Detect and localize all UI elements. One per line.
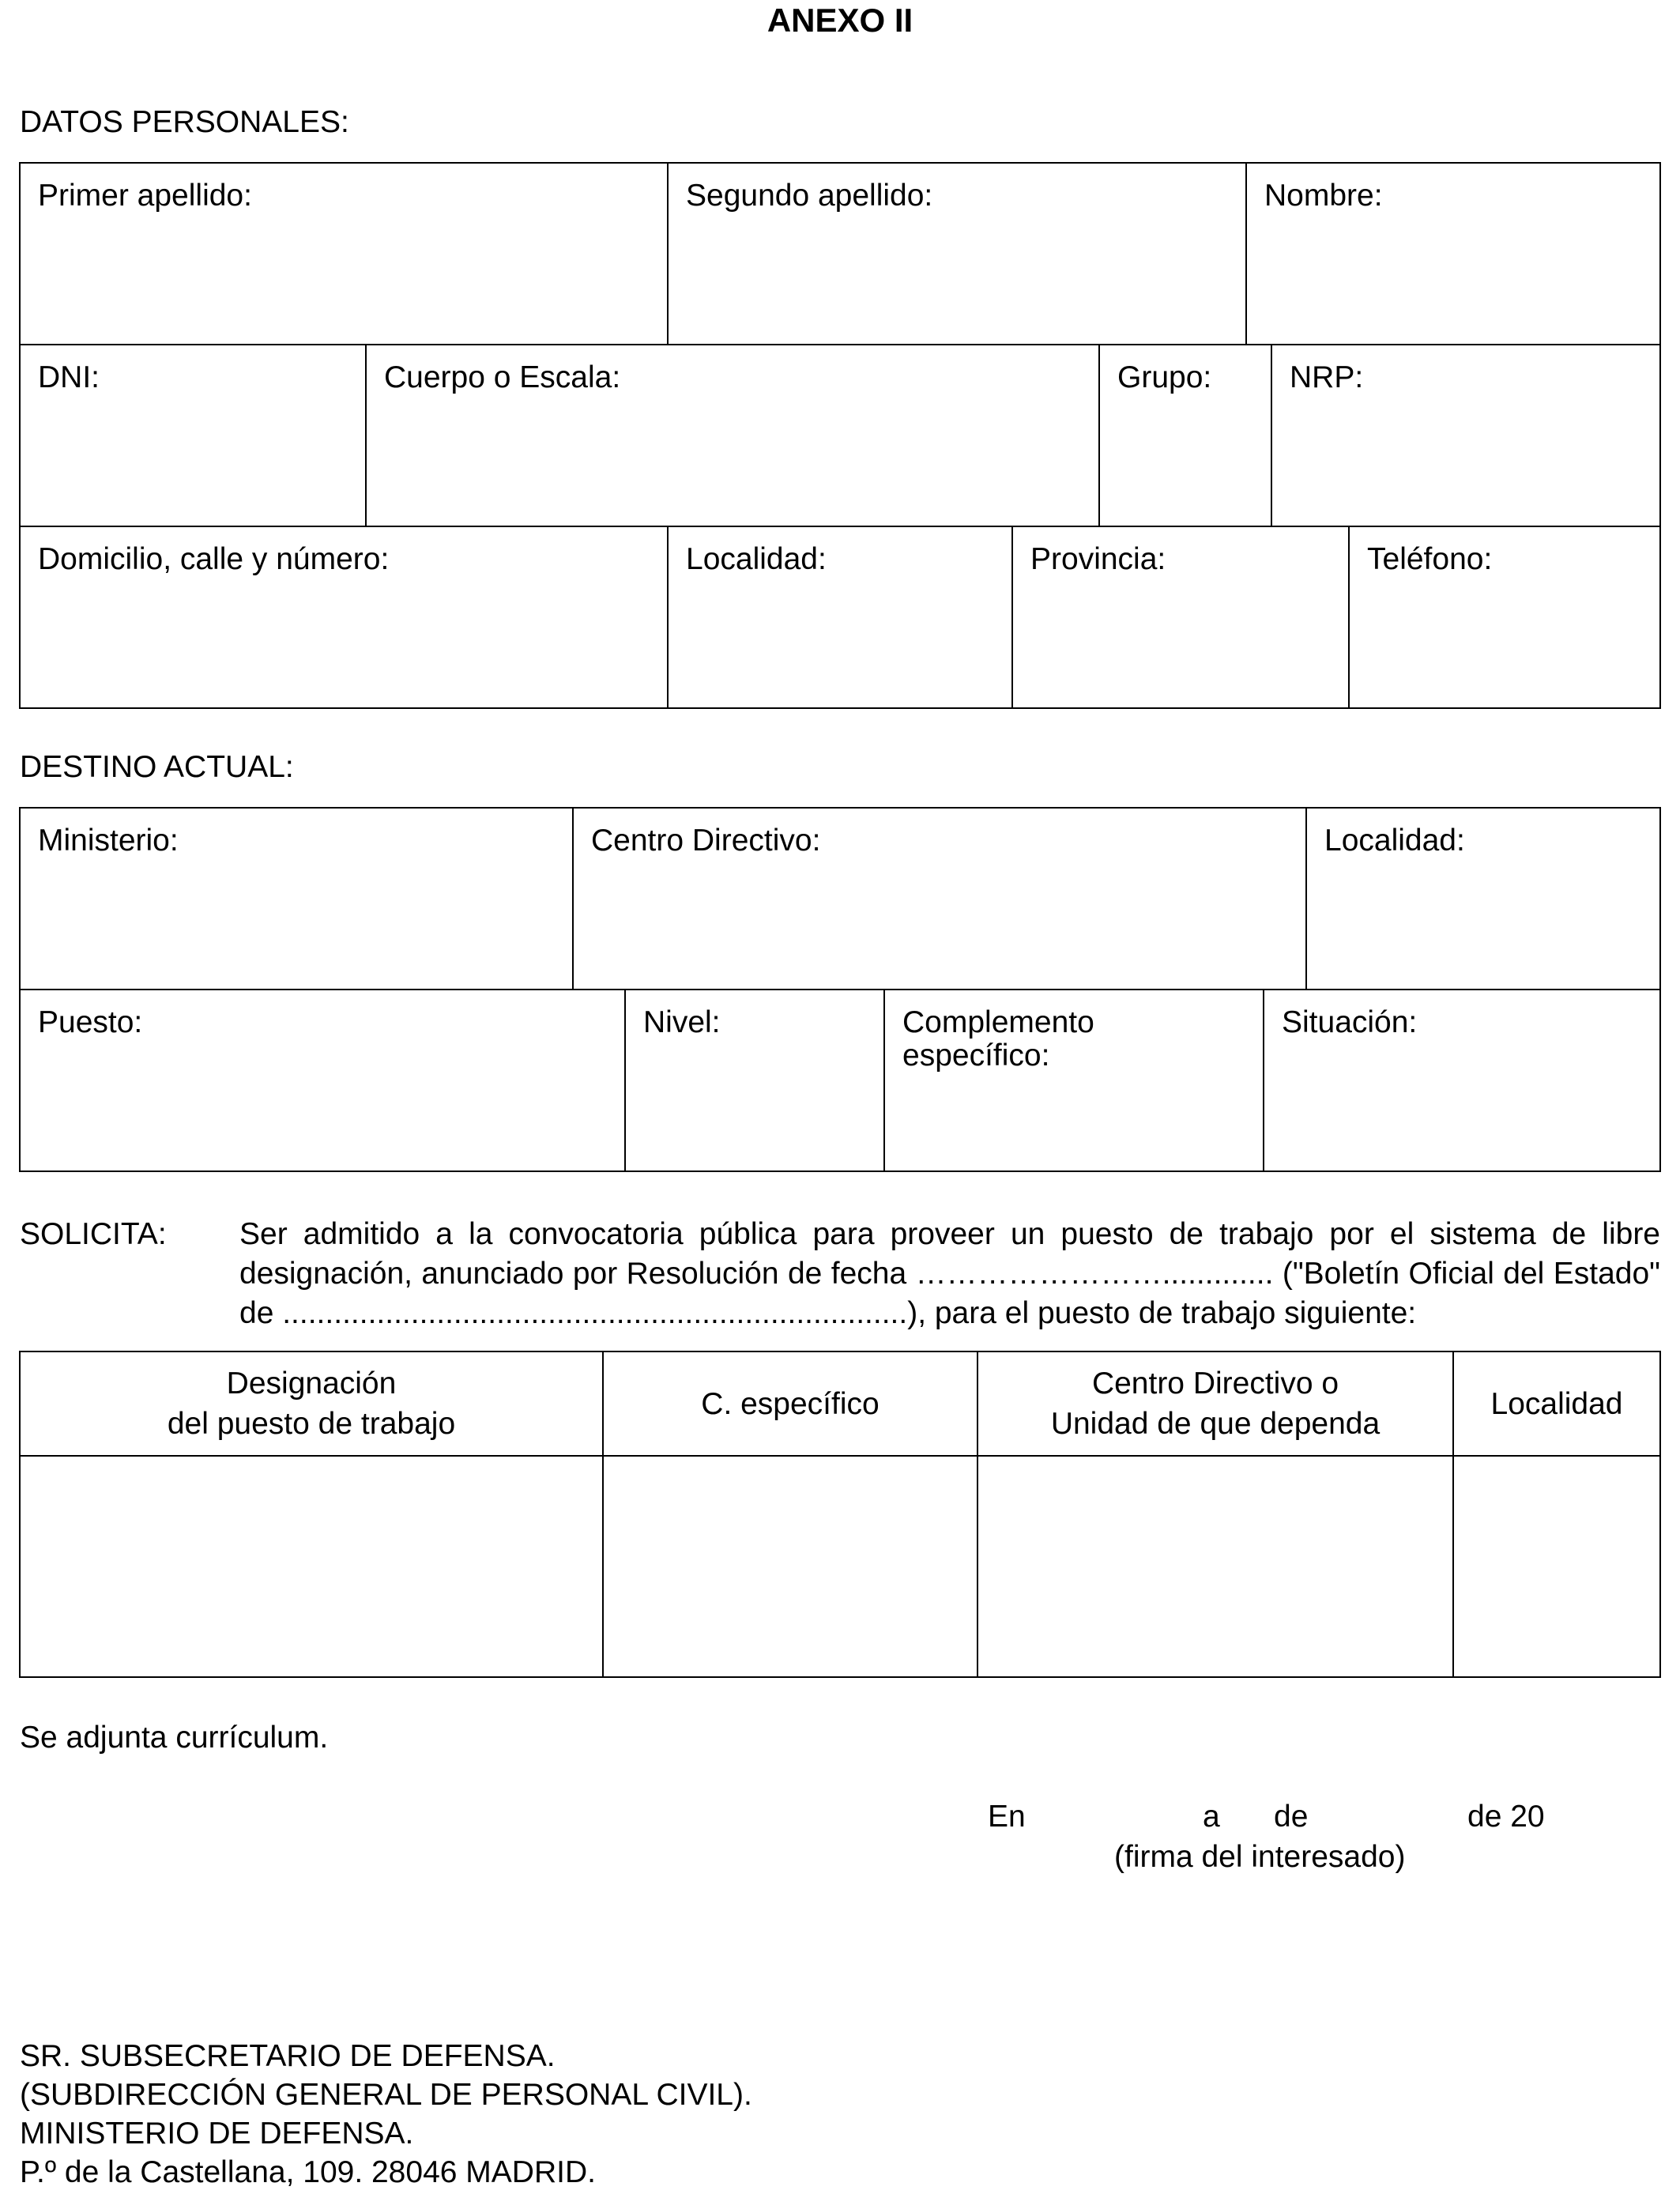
field-cuerpo-escala[interactable] <box>365 344 1100 527</box>
field-telefono[interactable] <box>1348 526 1661 709</box>
solicita-label: SOLICITA: <box>20 1217 167 1251</box>
signature-a: a <box>1203 1800 1220 1834</box>
field-label: NRP: <box>1290 360 1364 394</box>
section-heading-destino-actual: DESTINO ACTUAL: <box>20 750 294 784</box>
field-label: Primer apellido: <box>38 179 252 213</box>
field-primer-apellido[interactable] <box>19 162 669 345</box>
addressee-line: MINISTERIO DE DEFENSA. <box>20 2117 414 2151</box>
field-label: Grupo: <box>1117 360 1212 394</box>
field-label: Ministerio: <box>38 824 179 858</box>
field-label: DNI: <box>38 360 100 394</box>
field-label: Provincia: <box>1030 542 1166 576</box>
input-localidad[interactable] <box>1452 1455 1661 1678</box>
field-dni[interactable] <box>19 344 367 527</box>
page-title: ANEXO II <box>767 2 913 39</box>
field-label: Segundo apellido: <box>686 179 933 213</box>
input-designacion[interactable] <box>19 1455 604 1678</box>
field-label: Localidad: <box>686 542 827 576</box>
field-localidad-destino[interactable] <box>1305 807 1661 990</box>
field-nombre[interactable] <box>1245 162 1661 345</box>
signature-de-20: de 20 <box>1467 1800 1545 1834</box>
solicita-text: Ser admitido a la convocatoria pública para proveer un puesto de trabajo por el sistema de libre designación, anunciado por Resolución de fecha ……………………............. ("Boletín Oficial del Estado" de .........................................................................), para el puesto de trabajo siguiente: <box>239 1217 1660 1330</box>
field-label: Teléfono: <box>1367 542 1493 576</box>
signature-en: En <box>988 1800 1026 1834</box>
field-segundo-apellido[interactable] <box>667 162 1247 345</box>
addressee-line: (SUBDIRECCIÓN GENERAL DE PERSONAL CIVIL). <box>20 2078 752 2112</box>
field-provincia[interactable] <box>1011 526 1350 709</box>
field-domicilio[interactable] <box>19 526 669 709</box>
field-nivel[interactable] <box>624 989 885 1172</box>
signature-de: de <box>1274 1800 1309 1834</box>
field-localidad[interactable] <box>667 526 1013 709</box>
addressee-block <box>20 2037 752 2192</box>
input-c-especifico[interactable] <box>602 1455 978 1678</box>
field-complemento-especifico[interactable] <box>883 989 1264 1172</box>
signature-firma: (firma del interesado) <box>1114 1840 1406 1874</box>
curriculum-note: Se adjunta currículum. <box>20 1721 329 1755</box>
field-label: Localidad: <box>1324 824 1465 858</box>
field-puesto[interactable] <box>19 989 626 1172</box>
field-label: Domicilio, calle y número: <box>38 542 390 576</box>
field-ministerio[interactable] <box>19 807 574 990</box>
addressee-line: SR. SUBSECRETARIO DE DEFENSA. <box>20 2039 556 2073</box>
field-centro-directivo[interactable] <box>572 807 1307 990</box>
input-centro-directivo[interactable] <box>977 1455 1454 1678</box>
field-label: Complemento específico: <box>902 1005 1094 1072</box>
field-label: Puesto: <box>38 1005 143 1039</box>
addressee-line: P.º de la Castellana, 109. 28046 MADRID. <box>20 2155 596 2189</box>
field-grupo[interactable] <box>1098 344 1272 527</box>
header-designacion: Designación del puesto de trabajo <box>19 1351 604 1457</box>
field-label: Cuerpo o Escala: <box>384 360 621 394</box>
field-situacion[interactable] <box>1263 989 1661 1172</box>
header-c-especifico: C. específico <box>602 1351 978 1457</box>
header-localidad: Localidad <box>1452 1351 1661 1457</box>
field-nrp[interactable] <box>1271 344 1661 527</box>
field-label: Situación: <box>1282 1005 1418 1039</box>
field-label: Centro Directivo: <box>591 824 821 858</box>
header-centro-directivo: Centro Directivo o Unidad de que dependa <box>977 1351 1454 1457</box>
field-label: Nombre: <box>1264 179 1383 213</box>
field-label: Nivel: <box>643 1005 721 1039</box>
section-heading-datos-personales: DATOS PERSONALES: <box>20 105 349 139</box>
